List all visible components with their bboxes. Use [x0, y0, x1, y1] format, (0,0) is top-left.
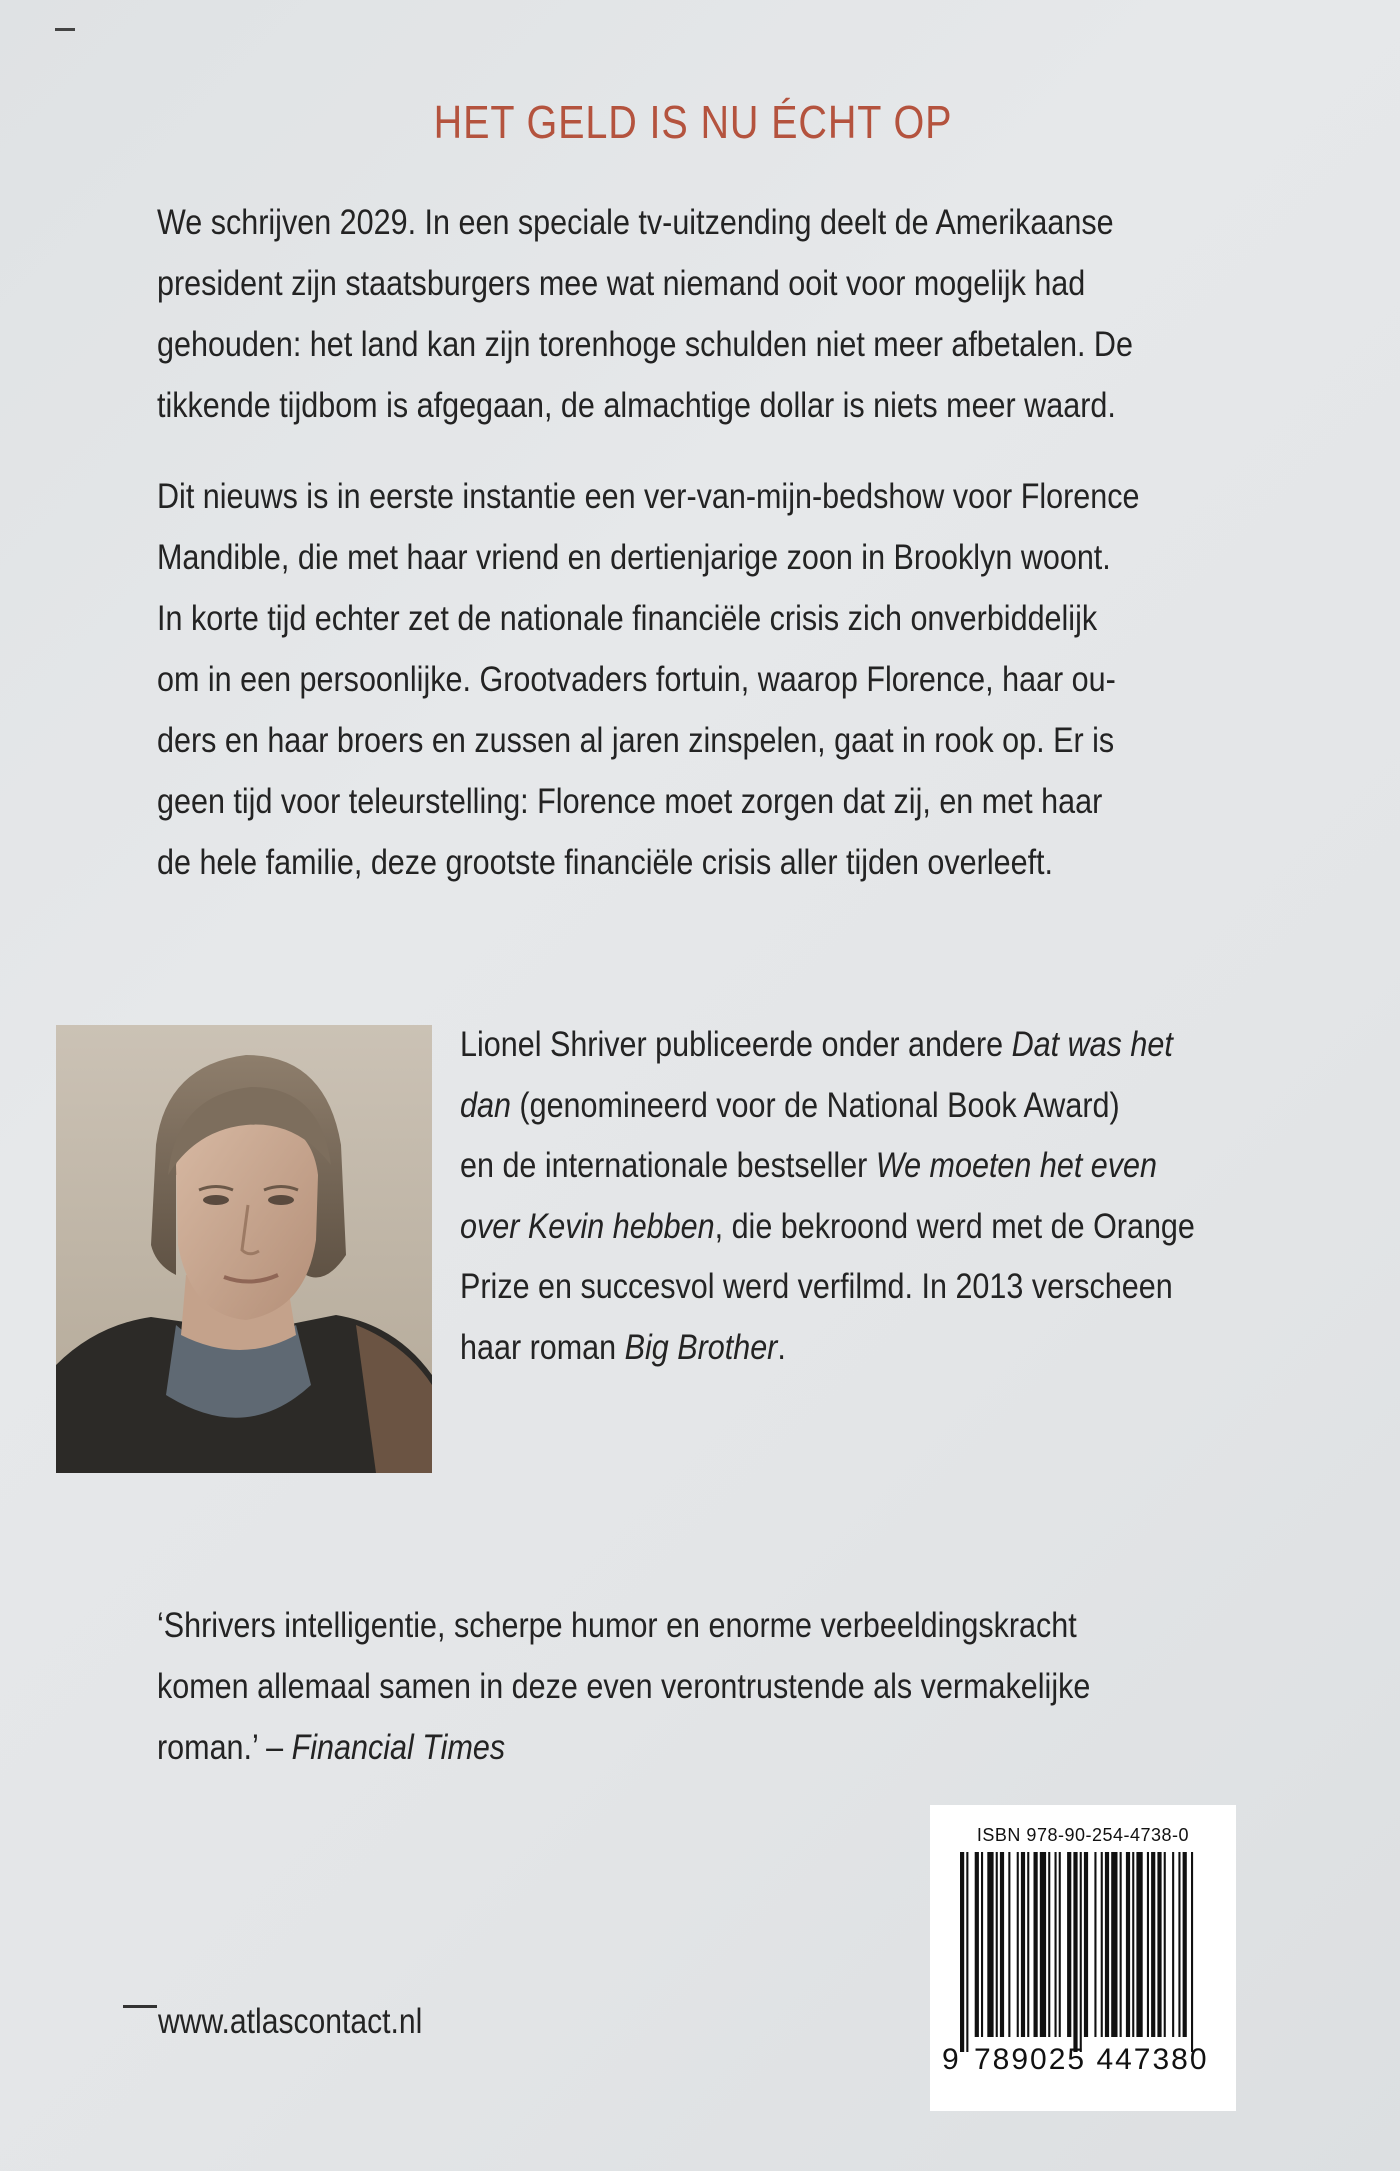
press-quote — [157, 1595, 1277, 1778]
barcode-bar — [1172, 1852, 1174, 2037]
quote-source: Financial Times — [291, 1727, 506, 1767]
quote-text: roman.’ – — [157, 1727, 292, 1767]
barcode-bars-icon — [960, 1852, 1210, 2052]
author-bio — [460, 1014, 1360, 1377]
barcode-bar — [975, 1852, 979, 2037]
blurb-line: In korte tijd echter zet de nationale financiële crisis zich onverbiddelijk — [157, 598, 1098, 638]
blurb-line: Mandible, die met haar vriend en dertienjarige zoon in Brooklyn woont. — [157, 537, 1111, 577]
bio-text: haar roman — [460, 1326, 625, 1367]
blurb-line: ders en haar broers en zussen al jaren zinspelen, gaat in rook op. Er is — [157, 720, 1115, 760]
barcode-bar — [1178, 1852, 1180, 2037]
bio-title-italic: Big Brother — [624, 1326, 778, 1367]
quote-line — [157, 1717, 1120, 1778]
barcode-bar — [1027, 1852, 1029, 2037]
barcode-bar — [966, 1852, 968, 2052]
bio-text: en de internationale bestseller — [460, 1145, 876, 1185]
blurb-line: geen tijd voor teleurstelling: Florence moet zorgen dat zij, en met haar — [157, 781, 1103, 821]
blurb-line: Dit nieuws is in eerste instantie een ver-van-mijn-bedshow voor Florence — [157, 476, 1140, 516]
bio-title-italic: We moeten het even — [875, 1145, 1157, 1185]
barcode-bar — [960, 1852, 964, 2052]
barcode-bar — [996, 1852, 998, 2037]
barcode-bar — [1055, 1852, 1057, 2037]
barcode-bar — [1000, 1852, 1004, 2037]
bio-text: , die bekroond werd met de Orange — [714, 1205, 1195, 1246]
barcode-bar — [1101, 1852, 1103, 2037]
website-dash — [123, 2005, 157, 2008]
barcode-bar — [1017, 1852, 1019, 2037]
blurb-line: gehouden: het land kan zijn torenhoge schulden niet meer afbetalen. De — [157, 324, 1133, 364]
blurb-paragraph-2 — [157, 466, 1277, 893]
barcode-bar — [1040, 1852, 1046, 2037]
bio-text: Lionel Shriver publiceerde onder andere — [460, 1024, 1012, 1064]
quote-line: komen allemaal samen in deze even verontrustende als vermakelijke — [157, 1666, 1091, 1706]
bio-title-italic: over Kevin hebben — [460, 1205, 715, 1246]
isbn-label: ISBN 978-90-254-4738-0 — [976, 1825, 1190, 1845]
barcode-bar — [1034, 1852, 1038, 2037]
barcode-bar — [1147, 1852, 1149, 2037]
bio-line — [460, 1135, 1234, 1196]
barcode-bar — [1120, 1852, 1122, 2037]
bio-line — [460, 1075, 1234, 1136]
bio-line — [460, 1014, 1234, 1075]
barcode-bar — [1021, 1852, 1025, 2037]
barcode-bar — [1048, 1852, 1050, 2037]
bio-title-italic: dan — [460, 1084, 511, 1125]
barcode-bar — [1151, 1852, 1155, 2037]
blurb-line: We schrijven 2029. In een speciale tv-uitzending deelt de Amerikaanse — [157, 202, 1114, 242]
barcode-bar — [981, 1852, 983, 2037]
bio-line: Prize en succesvol werd verfilmd. In 2013 verscheen — [460, 1266, 1173, 1306]
barcode-bar — [1094, 1852, 1096, 2037]
blurb-line: om in een persoonlijke. Grootvaders fortuin, waarop Florence, haar ou- — [157, 659, 1116, 699]
barcode-bar — [1105, 1852, 1109, 2037]
blurb-paragraph-1 — [157, 192, 1277, 436]
barcode-bar — [1080, 1852, 1082, 2052]
bio-line — [460, 1317, 1234, 1378]
bio-title-italic: Dat was het — [1011, 1024, 1173, 1064]
barcode-bar — [987, 1852, 993, 2037]
ean-digits: 789025 447380 — [974, 2043, 1209, 2076]
bio-line — [460, 1196, 1234, 1257]
isbn-barcode — [930, 1805, 1236, 2111]
quote-line: ‘Shrivers intelligentie, scherpe humor en enorme verbeeldingskracht — [157, 1605, 1077, 1645]
barcode-bar — [1164, 1852, 1166, 2037]
corner-mark — [55, 28, 75, 31]
blurb-line: tikkende tijdbom is afgegaan, de almachtige dollar is niets meer waard. — [157, 385, 1116, 425]
author-photo — [56, 1025, 432, 1473]
barcode-bar — [1059, 1852, 1061, 2037]
barcode-bar — [1084, 1852, 1088, 2037]
headline: HET GELD IS NU ÉCHT OP — [433, 96, 953, 148]
barcode-bar — [1111, 1852, 1117, 2037]
blurb-line: president zijn staatsburgers mee wat niemand ooit voor mogelijk had — [157, 263, 1086, 303]
barcode-bar — [1126, 1852, 1130, 2037]
blurb-line: de hele familie, deze grootste financiële crisis aller tijden overleeft. — [157, 842, 1054, 882]
barcode-bar — [1191, 1852, 1193, 2052]
barcode-bar — [1008, 1852, 1010, 2037]
publisher-website: www.atlascontact.nl — [158, 2002, 423, 2041]
barcode-bar — [1183, 1852, 1187, 2037]
barcode-bar — [1136, 1852, 1142, 2037]
ean-first-digit: 9 — [942, 2043, 959, 2076]
barcode-bar — [1073, 1852, 1077, 2052]
barcode-bar — [1157, 1852, 1161, 2037]
bio-text: . — [777, 1326, 786, 1367]
bio-text: (genomineerd voor de National Book Award) — [510, 1084, 1120, 1125]
barcode-bar — [1132, 1852, 1134, 2037]
barcode-bar — [1067, 1852, 1071, 2037]
